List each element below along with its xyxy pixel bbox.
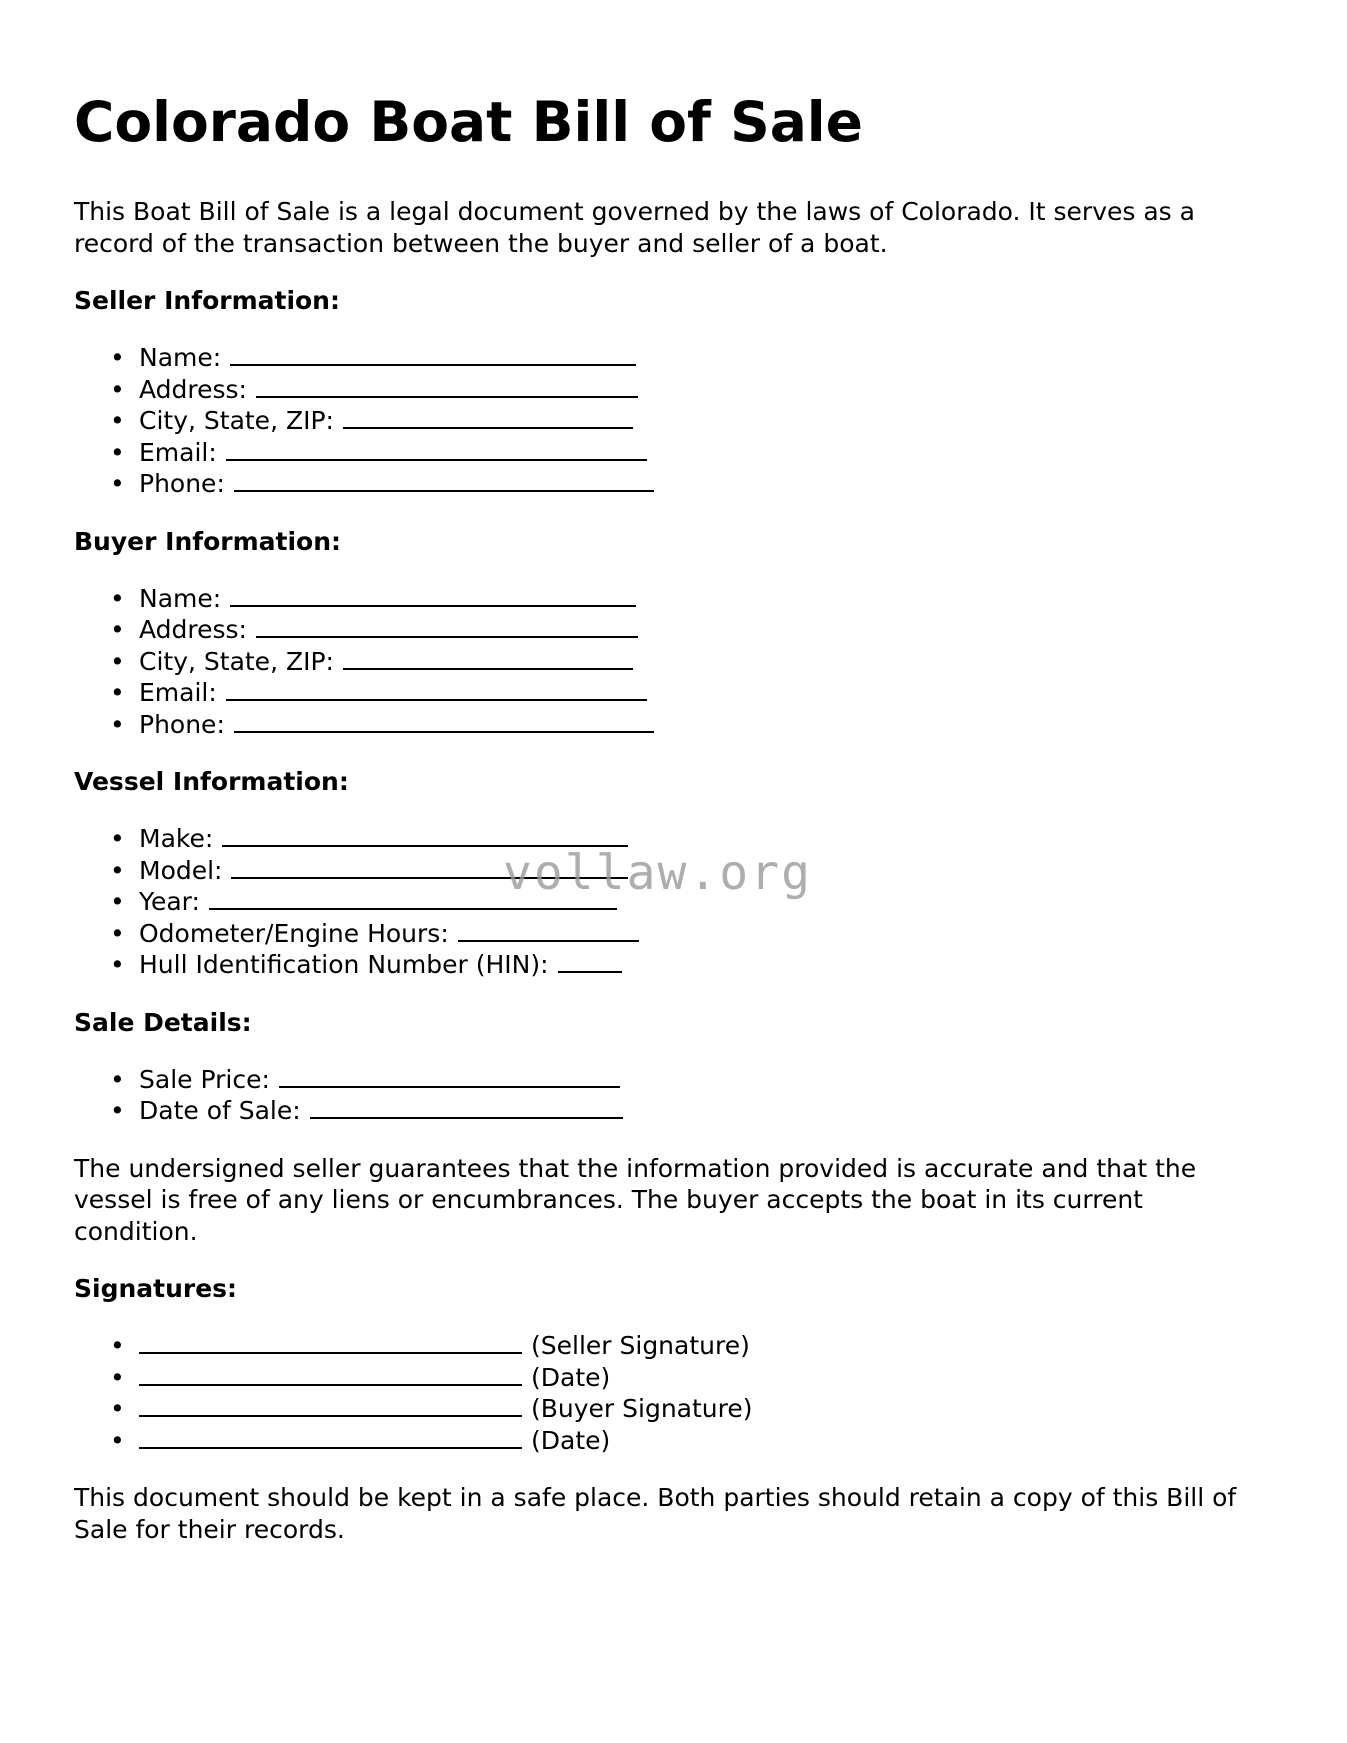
bullet-icon: •	[110, 406, 125, 435]
field-label: Hull Identification Number (HIN):	[139, 950, 549, 979]
field-label: Year:	[139, 887, 200, 916]
fill-blank[interactable]	[234, 713, 654, 733]
seller-city-field	[74, 405, 1274, 437]
field-label: Address:	[139, 615, 247, 644]
bullet-icon: •	[110, 469, 125, 498]
field-label: City, State, ZIP:	[139, 406, 334, 435]
bullet-icon: •	[110, 950, 125, 979]
sale-date-field	[74, 1095, 1274, 1127]
bullet-icon: •	[110, 1394, 125, 1423]
seller-address-field	[74, 374, 1274, 406]
fill-blank[interactable]	[226, 681, 647, 701]
vessel-hours-field	[74, 918, 1274, 950]
watermark: vollaw.org	[503, 845, 812, 901]
fill-blank[interactable]	[343, 409, 633, 429]
fill-blank[interactable]	[279, 1068, 620, 1088]
buyer-email-field	[74, 677, 1274, 709]
signature-blank[interactable]	[139, 1397, 522, 1417]
bullet-icon: •	[110, 918, 125, 948]
buyer-heading: Buyer Information:	[74, 526, 342, 556]
field-label: City, State, ZIP:	[139, 646, 334, 676]
signature-blank[interactable]	[139, 1429, 522, 1449]
field-label: Phone:	[139, 469, 225, 498]
guarantee-paragraph: The undersigned seller guarantees that the information provided is accurate and that the vessel is free of any liens or encumbrances. The buyer accepts the boat in its current condition.	[74, 1153, 1197, 1246]
signature-fields	[74, 1330, 1274, 1456]
buyer-city-field	[74, 646, 1274, 678]
bullet-icon: •	[110, 343, 125, 372]
bullet-icon: •	[110, 437, 125, 467]
field-label: Email:	[139, 678, 217, 707]
field-label: Make:	[139, 824, 214, 853]
fill-blank[interactable]	[458, 922, 639, 942]
seller-date-line	[74, 1362, 1274, 1394]
field-label: Email:	[139, 437, 217, 467]
seller-signature-line	[74, 1330, 1274, 1362]
signatures-heading: Signatures:	[74, 1274, 238, 1303]
seller-email-field	[74, 437, 1274, 469]
fill-blank[interactable]	[256, 618, 638, 638]
bullet-icon: •	[110, 1362, 125, 1392]
vessel-heading: Vessel Information:	[74, 767, 349, 796]
signature-label: (Date)	[531, 1362, 611, 1392]
seller-heading: Seller Information:	[74, 286, 340, 315]
field-label: Date of Sale:	[139, 1096, 301, 1125]
sale-fields	[74, 1064, 1274, 1127]
bullet-icon: •	[110, 615, 125, 644]
fill-blank[interactable]	[226, 441, 647, 461]
bullet-icon: •	[110, 1331, 125, 1360]
signature-label: (Seller Signature)	[531, 1331, 750, 1360]
field-label: Address:	[139, 374, 247, 404]
document-page	[74, 90, 1274, 1571]
field-label: Sale Price:	[139, 1064, 270, 1094]
field-label: Odometer/Engine Hours:	[139, 918, 449, 948]
sale-price-field	[74, 1064, 1274, 1096]
seller-name-field	[74, 342, 1274, 374]
intro-paragraph: This Boat Bill of Sale is a legal document governed by the laws of Colorado. It serves as a record of the transaction between the buyer and seller of a boat.	[74, 197, 1195, 258]
bullet-icon: •	[110, 887, 125, 916]
fill-blank[interactable]	[256, 378, 638, 398]
signature-label: (Buyer Signature)	[531, 1394, 753, 1423]
field-label: Model:	[139, 855, 223, 885]
bullet-icon: •	[110, 824, 125, 853]
bullet-icon: •	[110, 583, 125, 613]
bullet-icon: •	[110, 678, 125, 707]
seller-fields	[74, 342, 1274, 500]
fill-blank[interactable]	[558, 953, 622, 973]
bullet-icon: •	[110, 1096, 125, 1125]
buyer-name-field	[74, 583, 1274, 615]
fill-blank[interactable]	[230, 587, 636, 607]
field-label: Name:	[139, 343, 222, 372]
buyer-phone-field	[74, 709, 1274, 741]
signature-blank[interactable]	[139, 1334, 522, 1354]
signature-blank[interactable]	[139, 1366, 522, 1386]
fill-blank[interactable]	[222, 827, 628, 847]
buyer-date-line	[74, 1425, 1274, 1457]
sale-heading: Sale Details:	[74, 1007, 252, 1037]
fill-blank[interactable]	[343, 650, 633, 670]
bullet-icon: •	[110, 1064, 125, 1094]
field-label: Phone:	[139, 709, 225, 739]
bullet-icon: •	[110, 646, 125, 676]
document-title: Colorado Boat Bill of Sale	[74, 90, 863, 154]
seller-phone-field	[74, 468, 1274, 500]
signature-label: (Date)	[531, 1425, 611, 1455]
buyer-signature-line	[74, 1393, 1274, 1425]
field-label: Name:	[139, 583, 222, 613]
bullet-icon: •	[110, 1425, 125, 1455]
buyer-address-field	[74, 614, 1274, 646]
fill-blank[interactable]	[310, 1099, 623, 1119]
bullet-icon: •	[110, 374, 125, 404]
closing-paragraph: This document should be kept in a safe place. Both parties should retain a copy of this Bill of Sale for their records.	[74, 1483, 1237, 1544]
bullet-icon: •	[110, 855, 125, 885]
fill-blank[interactable]	[230, 346, 636, 366]
buyer-fields	[74, 583, 1274, 741]
fill-blank[interactable]	[234, 472, 654, 492]
vessel-hin-field	[74, 949, 1274, 981]
bullet-icon: •	[110, 709, 125, 739]
